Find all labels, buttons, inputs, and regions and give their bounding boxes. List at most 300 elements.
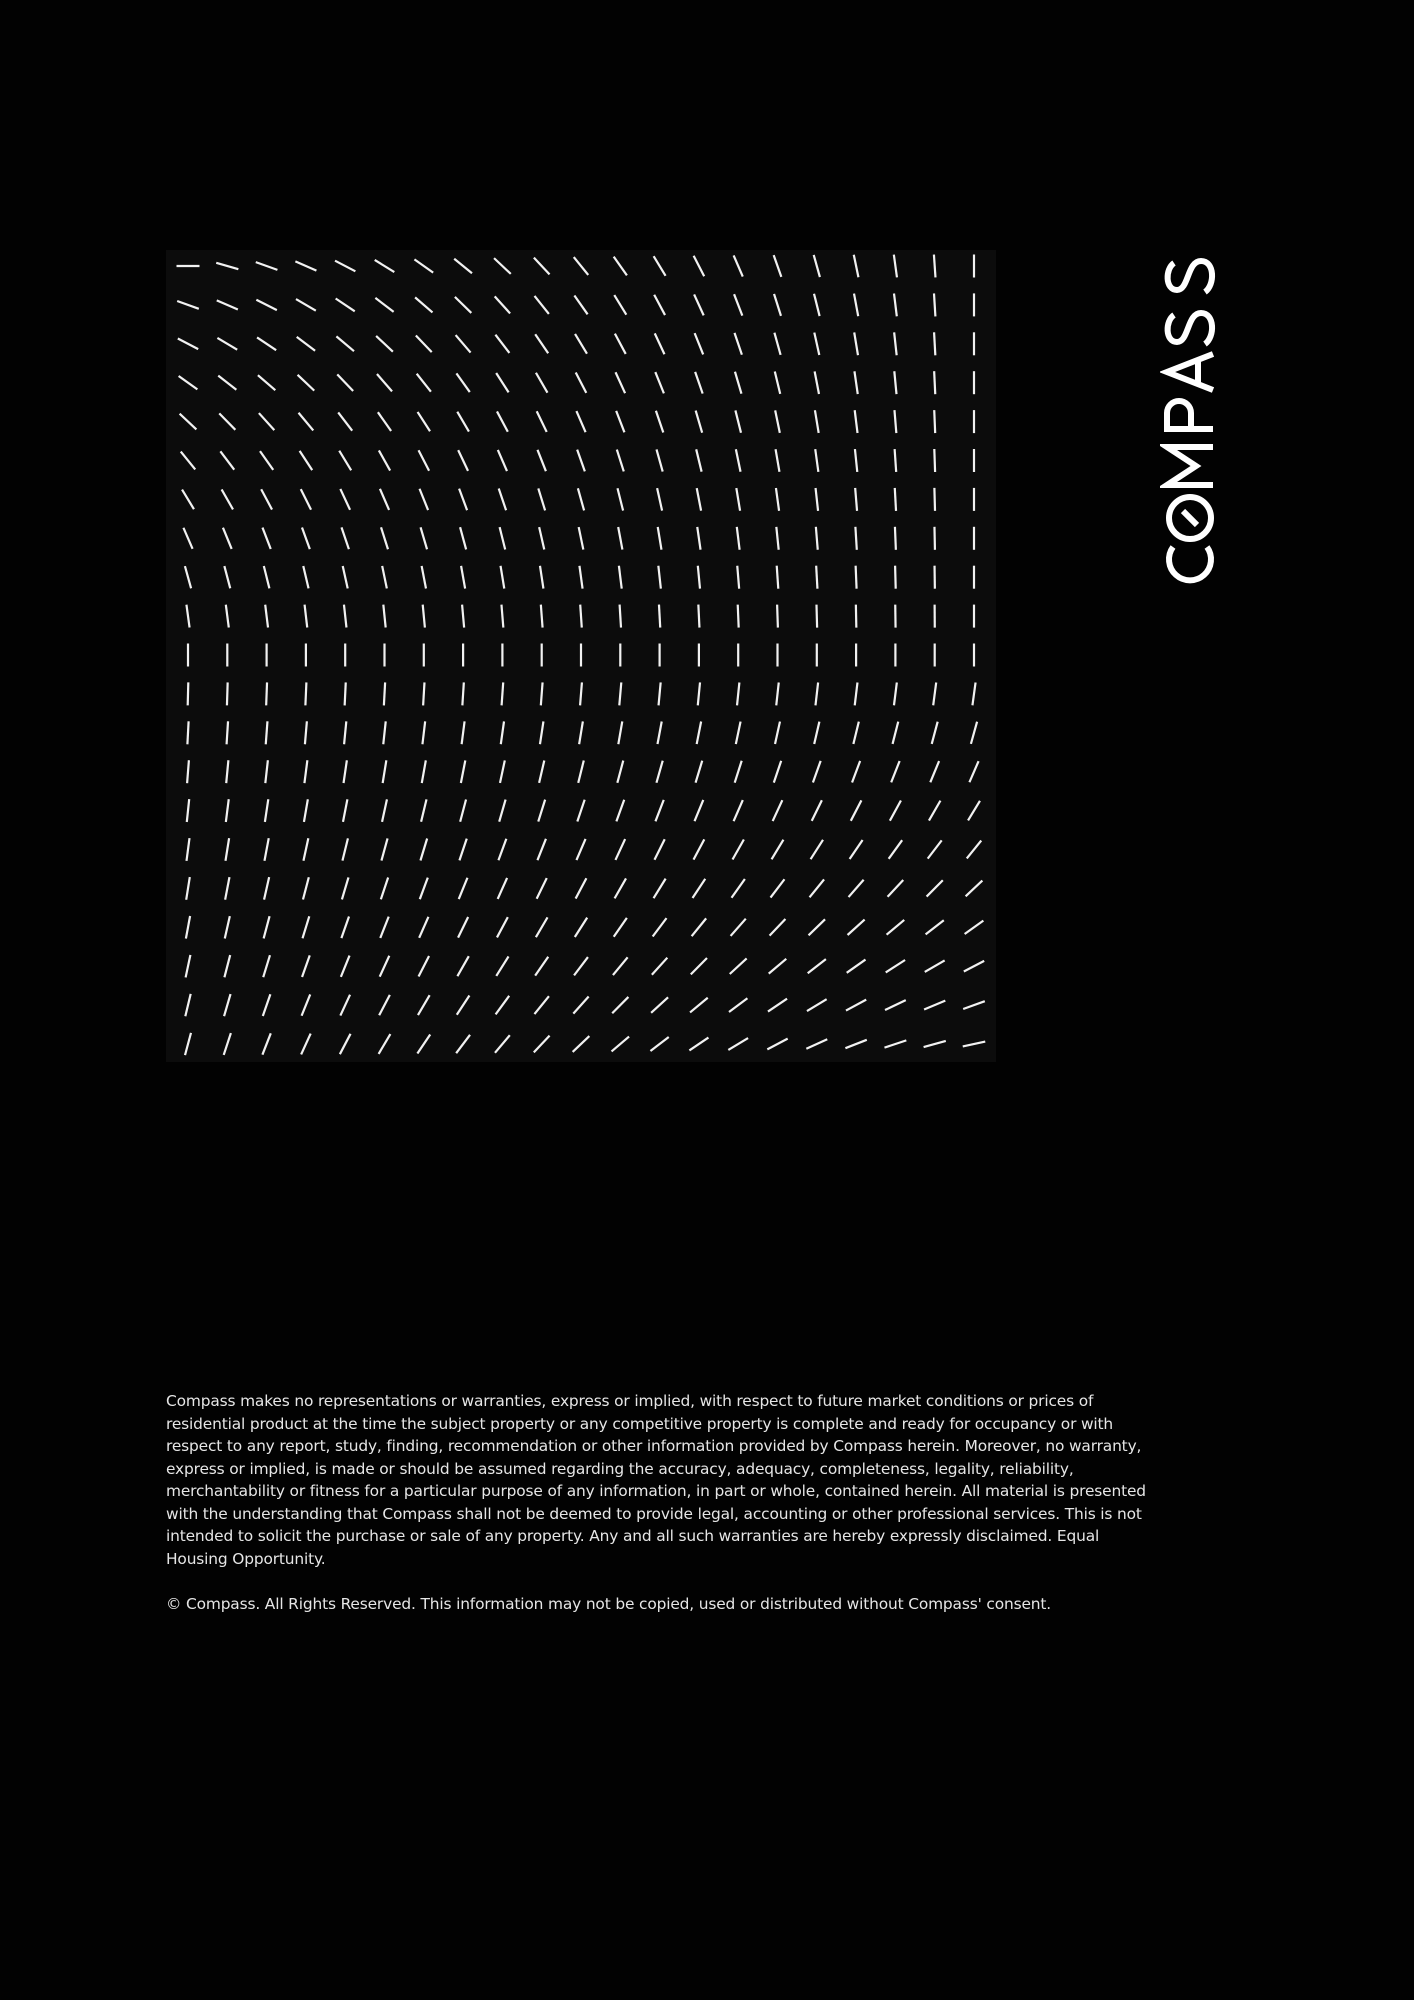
pattern-line (420, 878, 428, 900)
pattern-line (538, 488, 545, 510)
pattern-line (806, 1039, 827, 1049)
pattern-line (419, 917, 428, 938)
pattern-line (305, 605, 308, 628)
pattern-line (925, 960, 945, 972)
pattern-line (416, 335, 432, 352)
pattern-line (850, 840, 863, 859)
pattern-line (218, 376, 236, 390)
pattern-line (924, 1041, 946, 1047)
pattern-line (893, 722, 899, 744)
pattern-line (654, 879, 666, 899)
pattern-line (494, 258, 511, 274)
pattern-line (578, 488, 584, 510)
pattern-line (854, 294, 858, 317)
pattern-line (658, 566, 661, 589)
pattern-line (187, 721, 188, 744)
pattern-line (534, 996, 548, 1014)
pattern-line (695, 333, 704, 354)
pattern-line (855, 527, 856, 550)
pattern-line (934, 410, 935, 433)
pattern-line (963, 1001, 985, 1009)
pattern-line (847, 960, 866, 973)
pattern-line (659, 605, 660, 628)
pattern-line (186, 916, 190, 939)
pattern-line (343, 566, 348, 588)
pattern-line (934, 293, 935, 316)
pattern-line (894, 410, 896, 433)
pattern-line (769, 959, 787, 974)
pattern-line (224, 994, 230, 1016)
pattern-line (496, 373, 508, 392)
pattern-line (341, 956, 350, 977)
pattern-line (814, 722, 819, 744)
pattern-line (816, 488, 819, 511)
pattern-line (578, 761, 584, 783)
pattern-line (885, 1000, 906, 1010)
pattern-line (853, 722, 858, 744)
pattern-line (855, 449, 857, 472)
pattern-line (534, 258, 550, 275)
pattern-line (497, 917, 508, 937)
pattern-line (734, 294, 742, 315)
pattern-line (777, 566, 779, 589)
pattern-line (612, 1037, 630, 1052)
pattern-line (692, 918, 707, 936)
pattern-line (537, 411, 547, 432)
pattern-line (540, 721, 543, 744)
pattern-line (845, 1040, 866, 1048)
pattern-line (693, 879, 706, 898)
pattern-line (340, 1034, 351, 1054)
pattern-line (303, 877, 309, 899)
pattern-line (375, 260, 395, 272)
pattern-line (502, 682, 504, 705)
pattern-line (256, 300, 277, 310)
pattern-line (614, 918, 627, 937)
pattern-line (304, 760, 307, 783)
pattern-line (728, 1038, 748, 1050)
pattern-line (698, 682, 700, 705)
pattern-line (541, 605, 543, 628)
pattern-line (263, 955, 270, 977)
pattern-line (417, 374, 431, 392)
pattern-line (773, 800, 783, 821)
pattern-line (577, 800, 584, 822)
pattern-line (579, 566, 582, 589)
pattern-line (455, 297, 471, 313)
pattern-line (535, 334, 548, 353)
pattern-line (614, 295, 626, 315)
pattern-line (934, 255, 936, 278)
pattern-line (224, 955, 230, 977)
pattern-line (731, 919, 746, 936)
pattern-line (777, 605, 778, 628)
pattern-line (181, 452, 195, 470)
pattern-line (500, 527, 506, 549)
pattern-line (265, 760, 268, 783)
pattern-line (736, 488, 740, 511)
pattern-line (694, 839, 705, 859)
pattern-line (264, 838, 268, 861)
pattern-line (261, 489, 272, 509)
pattern-line (696, 449, 701, 471)
pattern-line (461, 760, 465, 783)
pattern-line (266, 721, 268, 744)
pattern-line (265, 605, 268, 628)
pattern-line (697, 722, 701, 745)
pattern-line (816, 605, 817, 628)
pattern-line (620, 605, 621, 628)
pattern-line (379, 1034, 391, 1054)
pattern-line (462, 605, 464, 628)
pattern-line (774, 294, 781, 316)
pattern-line (654, 839, 664, 860)
pattern-line (579, 527, 584, 550)
pattern-line (619, 682, 621, 705)
pattern-line (855, 488, 857, 511)
pattern-line (188, 682, 189, 705)
pattern-line (501, 721, 504, 744)
pattern-line (457, 956, 468, 976)
pattern-line (815, 449, 818, 472)
pattern-line (225, 877, 229, 900)
pattern-line (934, 371, 935, 394)
pattern-line (697, 488, 701, 511)
pattern-line (337, 374, 353, 391)
pattern-line (811, 840, 823, 859)
pattern-line (536, 917, 548, 937)
pattern-line (226, 605, 229, 628)
pattern-line (854, 255, 859, 278)
pattern-line (459, 878, 468, 899)
pattern-line (963, 1042, 986, 1047)
pattern-line (259, 413, 274, 430)
pattern-line (177, 301, 199, 309)
pattern-line (854, 332, 858, 355)
pattern-line (776, 449, 780, 472)
pattern-line (574, 957, 588, 975)
pattern-line (616, 800, 624, 822)
pattern-line (968, 801, 980, 821)
pattern-line (300, 451, 313, 470)
pattern-line (969, 761, 978, 782)
pattern-line (417, 1034, 430, 1053)
pattern-line (618, 488, 624, 510)
pattern-line (654, 256, 666, 276)
pattern-line (888, 880, 904, 897)
pattern-line (305, 721, 307, 744)
pattern-line (423, 682, 424, 705)
pattern-line (655, 333, 665, 354)
pattern-line (691, 958, 707, 974)
pattern-line (257, 337, 276, 350)
pattern-line (575, 918, 587, 937)
pattern-line (262, 528, 270, 549)
pattern-line (415, 297, 432, 312)
pattern-line (458, 450, 468, 471)
pattern-line (302, 955, 310, 977)
pattern-line (303, 916, 310, 938)
pattern-line (342, 877, 349, 899)
pattern-line (894, 371, 896, 394)
pattern-line (775, 410, 780, 433)
pattern-line (656, 411, 663, 433)
pattern-line (185, 566, 191, 588)
pattern-line (965, 921, 984, 934)
pattern-line (576, 411, 585, 432)
pattern-line (651, 997, 668, 1013)
pattern-line (186, 955, 191, 978)
pattern-line (774, 255, 782, 277)
pattern-line (579, 721, 583, 744)
pattern-line (972, 683, 975, 706)
pattern-line (971, 722, 977, 744)
pattern-line (618, 721, 622, 744)
compass-logo (1160, 247, 1220, 587)
pattern-line (380, 956, 390, 977)
pattern-line (377, 374, 392, 391)
pattern-line (378, 412, 391, 431)
pattern-line (375, 298, 393, 312)
pattern-line (458, 917, 468, 938)
pattern-line (615, 334, 626, 354)
pattern-line (217, 300, 238, 309)
pattern-line (815, 682, 818, 705)
pattern-line (617, 450, 624, 472)
pattern-line (187, 799, 189, 822)
pattern-line (302, 994, 311, 1015)
pattern-line (771, 879, 785, 897)
pattern-line (736, 722, 741, 745)
pattern-line (383, 605, 385, 628)
pattern-line (890, 801, 901, 821)
pattern-line (535, 957, 548, 976)
pattern-line (457, 995, 470, 1014)
pattern-line (187, 838, 190, 861)
pattern-line (499, 800, 505, 822)
pattern-line (227, 682, 228, 705)
pattern-line (540, 566, 543, 589)
pattern-line (580, 605, 582, 628)
pattern-line (656, 761, 662, 783)
pattern-line (575, 334, 587, 354)
pattern-line (807, 999, 827, 1011)
pattern-line (460, 527, 466, 549)
pattern-line (815, 371, 819, 394)
pattern-line (187, 760, 189, 783)
pattern-line (616, 411, 624, 432)
pattern-line (418, 412, 430, 431)
pattern-line (770, 919, 786, 936)
pattern-line (537, 450, 545, 471)
pattern-line (538, 800, 545, 822)
pattern-line (220, 451, 234, 469)
pattern-line (498, 450, 507, 471)
pattern-line (809, 919, 825, 935)
pattern-line (775, 372, 780, 394)
pattern-line (738, 605, 739, 628)
pattern-line (456, 1035, 470, 1053)
pattern-line (298, 375, 315, 391)
pattern-line (934, 488, 935, 511)
pattern-line (768, 999, 787, 1012)
pattern-line (619, 566, 622, 589)
pattern-line (258, 375, 275, 390)
pattern-line (574, 257, 588, 275)
pattern-line (884, 1040, 906, 1047)
pattern-line (459, 489, 467, 511)
pattern-line (895, 566, 896, 589)
pattern-line (420, 489, 429, 510)
pattern-line (459, 839, 466, 861)
pattern-line (339, 451, 351, 471)
pattern-line (612, 997, 628, 1013)
pattern-line (219, 413, 235, 429)
pattern-line (729, 998, 747, 1012)
pattern-line (735, 410, 741, 432)
pattern-line (344, 721, 346, 744)
pattern-line (615, 839, 625, 860)
pattern-line (185, 1033, 191, 1055)
pattern-line (539, 527, 544, 549)
pattern-line (698, 605, 699, 628)
pattern-line (379, 995, 390, 1015)
pattern-line (573, 997, 588, 1014)
pattern-line (696, 761, 703, 783)
pattern-line (580, 682, 582, 705)
pattern-line (423, 605, 425, 628)
pattern-line (689, 1038, 708, 1051)
pattern-line (495, 296, 510, 313)
pattern-line (496, 996, 510, 1015)
pattern-line (224, 566, 230, 588)
pattern-line (851, 800, 862, 820)
pattern-line (774, 333, 780, 355)
pattern-line (422, 721, 425, 744)
pattern-line (461, 566, 465, 589)
pattern-line (381, 877, 388, 899)
pattern-line (895, 527, 896, 550)
pattern-line (303, 838, 308, 860)
pattern-line (501, 566, 505, 589)
pattern-line (179, 376, 198, 389)
pattern-line (265, 799, 268, 822)
pattern-line (183, 528, 192, 549)
pattern-line (301, 489, 311, 510)
pattern-line (379, 450, 390, 470)
pattern-line (695, 372, 703, 394)
pattern-line (496, 956, 508, 975)
pattern-line (576, 372, 587, 392)
pattern-line (735, 761, 742, 783)
line-field-pattern (166, 250, 996, 1062)
pattern-line (500, 760, 505, 783)
pattern-line (539, 760, 544, 782)
pattern-line (341, 916, 349, 938)
pattern-line (456, 335, 471, 352)
pattern-line (617, 761, 623, 783)
pattern-line (344, 760, 347, 783)
pattern-line (613, 957, 628, 975)
pattern-line (774, 761, 781, 783)
pattern-line (498, 878, 507, 899)
pattern-line (256, 262, 278, 270)
pattern-line (815, 410, 819, 433)
pattern-line (614, 257, 627, 276)
pattern-line (576, 878, 587, 898)
pattern-line (924, 1001, 945, 1010)
pattern-line (657, 721, 661, 744)
pattern-line (537, 878, 547, 899)
pattern-line (336, 336, 354, 351)
pattern-line (264, 566, 270, 588)
pattern-line (380, 489, 389, 510)
pattern-line (776, 488, 779, 511)
pattern-line (462, 682, 463, 705)
pattern-line (340, 995, 350, 1016)
pattern-line (887, 920, 905, 935)
pattern-line (697, 527, 700, 550)
pattern-line (295, 261, 316, 270)
pattern-line (537, 839, 546, 860)
pattern-line (732, 879, 745, 898)
pattern-line (735, 333, 742, 355)
pattern-line (421, 799, 426, 821)
pattern-line (343, 799, 347, 822)
pattern-line (655, 800, 663, 821)
pattern-line (216, 263, 238, 269)
pattern-line (736, 449, 741, 472)
pattern-line (419, 450, 430, 470)
pattern-line (414, 259, 433, 272)
pattern-line (734, 800, 743, 821)
pattern-line (814, 294, 820, 316)
pattern-line (846, 1000, 866, 1011)
pattern-line (301, 1034, 311, 1055)
pattern-line (260, 451, 273, 470)
pattern-line (495, 335, 509, 353)
pattern-line (659, 682, 661, 705)
pattern-line (382, 799, 387, 821)
pattern-line (854, 371, 857, 394)
pattern-line (535, 296, 549, 314)
pattern-line (733, 840, 744, 860)
pattern-line (775, 722, 780, 744)
pattern-line (895, 449, 897, 472)
pattern-line (653, 918, 667, 936)
pattern-line (541, 682, 543, 705)
pattern-line (930, 761, 939, 782)
pattern-line (694, 256, 705, 276)
pattern-line (886, 960, 905, 972)
pattern-line (180, 414, 197, 430)
pattern-line (222, 489, 233, 509)
pattern-line (376, 336, 393, 352)
pattern-line (932, 722, 938, 744)
pattern-line (381, 527, 388, 549)
pattern-line (419, 956, 429, 976)
pattern-line (737, 527, 740, 550)
pattern-line (856, 566, 857, 589)
pattern-line (927, 880, 943, 896)
pattern-line (338, 412, 352, 430)
pattern-line (577, 450, 585, 472)
pattern-line (264, 916, 270, 938)
pattern-line (225, 916, 230, 938)
pattern-line (810, 879, 825, 897)
pattern-line (814, 333, 819, 355)
pattern-line (813, 761, 821, 783)
